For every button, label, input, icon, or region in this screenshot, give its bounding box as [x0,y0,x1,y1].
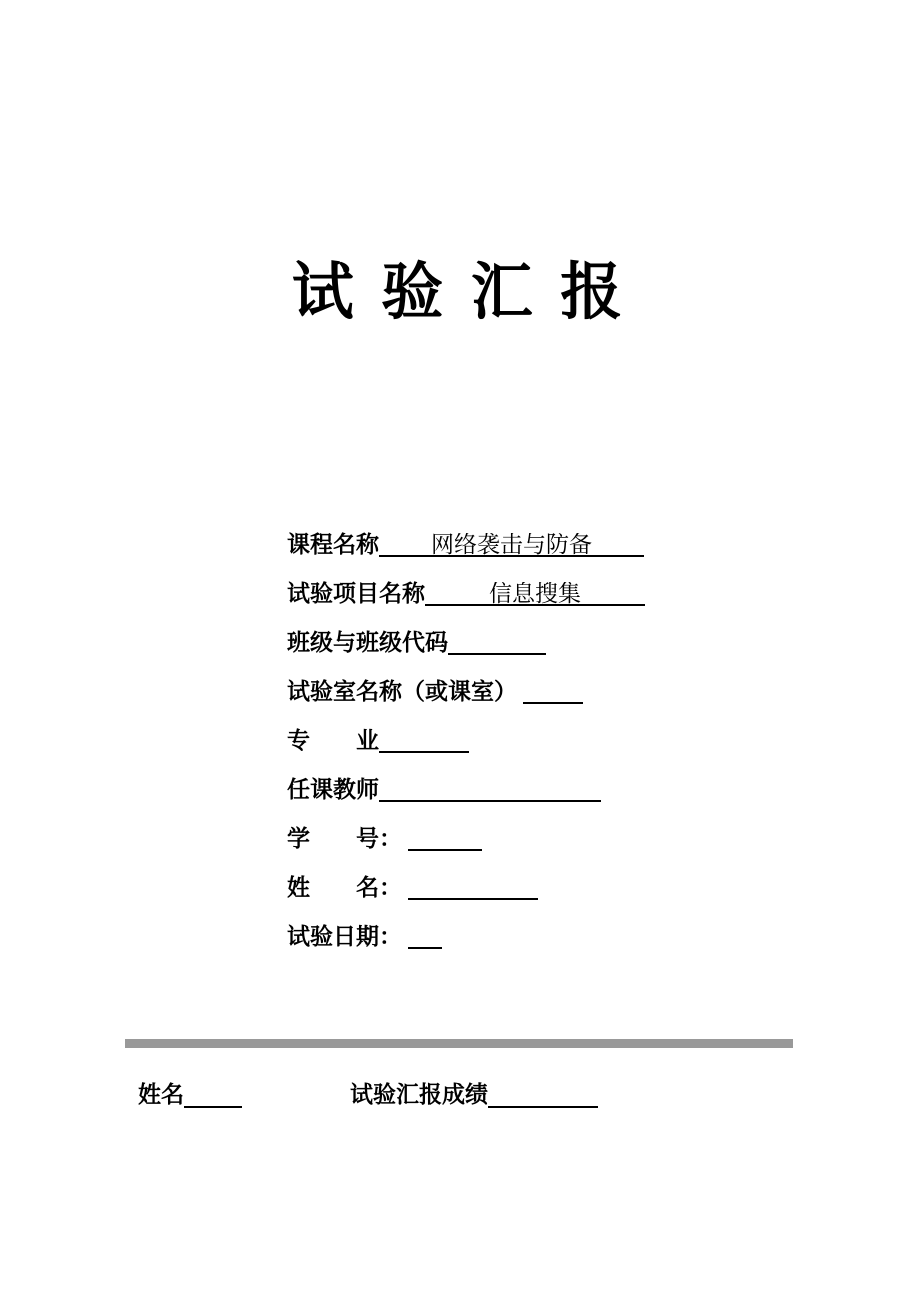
major-field [379,729,469,753]
form-row-lab [287,680,645,704]
student-name-label: 姓 名： [287,875,408,900]
form-row-major [287,729,645,753]
lab-name-label: 试验室名称（或课室） [287,679,523,704]
form-row-teacher [287,778,645,802]
page-title: 试 验 汇 报 [291,259,629,327]
major-label: 专 业 [287,728,379,753]
teacher-label: 任课教师 [287,777,379,802]
student-name-field [408,876,538,900]
class-code-label: 班级与班级代码 [287,630,448,655]
footer-name-group [138,1082,242,1108]
form-row-course [287,533,645,557]
course-name-field: 网络袭击与防备 [379,533,644,557]
cover-form [287,533,645,974]
experiment-date-label: 试验日期： [287,924,408,949]
experiment-date-field [408,925,442,949]
footer [0,1082,920,1110]
form-row-date [287,925,645,949]
form-row-student-name [287,876,645,900]
class-code-field [448,631,546,655]
student-no-label: 学 号： [287,826,408,851]
course-name-label: 课程名称 [287,532,379,557]
section-divider-bar [125,1039,793,1048]
teacher-field [379,778,601,802]
form-row-class [287,631,645,655]
form-row-student-no [287,827,645,851]
footer-score-group [350,1082,598,1108]
footer-name-label: 姓名 [138,1082,184,1107]
lab-name-field [523,680,583,704]
footer-score-field [488,1082,598,1108]
form-row-project [287,582,645,606]
project-name-label: 试验项目名称 [287,581,425,606]
footer-name-field [184,1082,242,1108]
footer-score-label: 试验汇报成绩 [350,1082,488,1107]
project-name-field: 信息搜集 [425,582,645,606]
student-no-field [408,827,482,851]
